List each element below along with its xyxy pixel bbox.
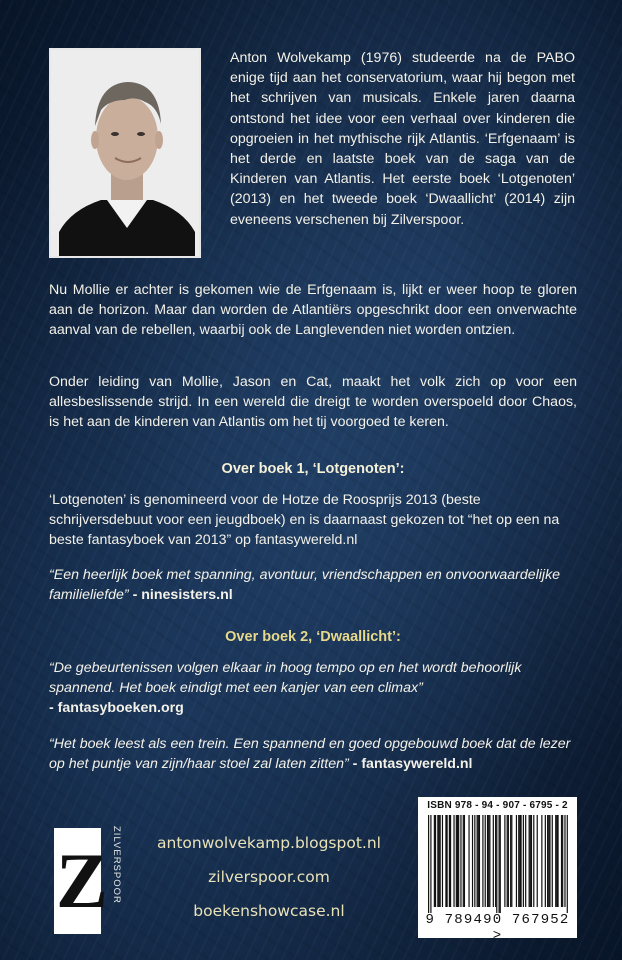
barcode-bar (555, 815, 556, 907)
barcode-bar (457, 815, 458, 907)
barcode-bar (499, 815, 500, 913)
barcode-bar (445, 815, 446, 907)
book1-quote-text: “Een heerlijk boek met spanning, avontuur, vriendschappen en onvoorwaardelijke familieliefde” (49, 567, 561, 604)
barcode-bar (488, 815, 489, 907)
publisher-name: ZILVERSPOOR (111, 826, 122, 904)
barcode-bar (564, 815, 565, 907)
blurb-paragraph-2: Onder leiding van Mollie, Jason en Cat, maakt het volk zich op voor een allesbeslissende strijd. In een wereld die dreigt te worden overspoeld door Chaos, is het aan de kinderen van Atlantis om het tij voorgoed te keren. (49, 374, 577, 431)
barcode-bar (545, 815, 546, 907)
barcode-bar (547, 815, 548, 907)
barcode-bar (479, 815, 480, 907)
book2-heading: Over boek 2, ‘Dwaallicht’: (225, 629, 401, 645)
book1-description: ‘Lotgenoten’ is genomineerd voor de Hotze de Roosprijs 2013 (beste schrijversdebuut voor een jeugdboek) en is daarnaast gekozen tot “het op een na beste fantasyboek van 2013” op fantasywereld.nl (49, 492, 560, 549)
barcode-bar (504, 815, 505, 907)
barcode-bar (508, 815, 509, 907)
barcode-bar (567, 815, 568, 913)
author-bio: Anton Wolvekamp (1976) studeerde na de PABO enige tijd aan het conservatorium, waar hij begon met het schrijven van musicals. Enkele jaren daarna ontstond het idee voor een verhaal over kinderen die opgroeien in het mythische rijk Atlantis. ‘Erfgenaam’ is het derde en laatste boek van de saga van de Kinderen van Atlantis. Het eerste boek ‘Lotgenoten’ (2013) en het tweede boek ‘Dwaallicht’ (2014) zijn eveneens verschenen bij Zilverspoor. (230, 50, 575, 228)
barcode-digits: 9 789490 767952 > (425, 912, 570, 944)
author-portrait-image (51, 50, 201, 258)
barcode-bar (520, 815, 521, 907)
barcode-bars (428, 815, 569, 913)
barcode-bar (463, 815, 464, 907)
barcode-bar (533, 815, 534, 907)
barcode-bar (507, 815, 508, 907)
barcode-bar (446, 815, 447, 907)
barcode-bar (464, 815, 465, 907)
isbn-barcode (418, 797, 577, 944)
book2-quote1-text: “De gebeurtenissen volgen elkaar in hoog tempo op en het wordt behoorlijk spannend. Het boek eindigt met een kanjer van een climax” (49, 660, 522, 697)
barcode-bar (460, 815, 461, 907)
barcode-bar (557, 815, 558, 907)
barcode-bar (450, 815, 451, 907)
book1-review-quote (49, 565, 577, 605)
book2-quote2-text: “Het boek leest als een trein. Een spannend en goed opgebouwd boek dat de lezer op het puntje van zijn/haar stoel zal laten zitten” (49, 736, 571, 773)
author-photo (49, 48, 201, 258)
barcode-bar (440, 815, 441, 907)
link-boekenshowcase[interactable]: boekenshowcase.nl (193, 902, 345, 920)
book2-quote1-source: - fantasyboeken.org (49, 700, 184, 717)
barcode-bar (519, 815, 520, 907)
barcode-bar (474, 815, 475, 907)
barcode-bar (510, 815, 511, 907)
book2-quote2-source: - fantasywereld.nl (352, 756, 473, 773)
barcode-bar (525, 815, 526, 907)
barcode-bar (489, 815, 490, 907)
barcode-bar (434, 815, 435, 907)
barcode-bar (428, 815, 429, 913)
barcode-bar (437, 815, 438, 907)
barcode-bar (495, 815, 496, 907)
barcode-bar (482, 815, 483, 907)
link-publisher-site[interactable]: zilverspoor.com (208, 868, 330, 886)
barcode-bar (496, 815, 497, 913)
barcode-bar (529, 815, 530, 907)
publisher-logo (54, 828, 109, 934)
barcode-bar (511, 815, 512, 907)
barcode-bar (549, 815, 550, 907)
barcode-bar (485, 815, 486, 907)
barcode-bar (541, 815, 542, 907)
barcode-bar (493, 815, 494, 907)
barcode-bar (562, 815, 563, 907)
barcode-bar (537, 815, 538, 907)
book2-review-quote-1 (49, 658, 577, 719)
barcode-bar (531, 815, 532, 907)
barcode-bar (453, 815, 454, 907)
link-author-blog[interactable]: antonwolvekamp.blogspot.nl (157, 834, 381, 852)
barcode-bar (500, 815, 501, 913)
barcode-bar (523, 815, 524, 907)
barcode-bar (530, 815, 531, 907)
barcode-bar (449, 815, 450, 907)
barcode-bar (472, 815, 473, 907)
barcode-bar (438, 815, 439, 907)
barcode-bar (477, 815, 478, 907)
publisher-logo-letter: Z (56, 837, 109, 924)
barcode-bar (556, 815, 557, 907)
barcode-bar (487, 815, 488, 907)
barcode-bar (561, 815, 562, 907)
barcode-bar (552, 815, 553, 907)
book1-heading: Over boek 1, ‘Lotgenoten’: (221, 461, 405, 477)
barcode-bar (548, 815, 549, 907)
barcode-bar (468, 815, 469, 907)
barcode-bar (516, 815, 517, 907)
barcode-bar (456, 815, 457, 907)
book2-review-quote-2 (49, 734, 577, 774)
barcode-bar (435, 815, 436, 907)
barcode-bar (458, 815, 459, 907)
barcode-bar (478, 815, 479, 907)
isbn-label: ISBN 978 - 94 - 907 - 6795 - 2 (427, 800, 568, 811)
book1-quote-source: - ninesisters.nl (132, 587, 233, 604)
barcode-bar (442, 815, 443, 907)
barcode-bar (518, 815, 519, 907)
website-links (140, 830, 398, 932)
barcode-bar (430, 815, 431, 913)
blurb-paragraph-1: Nu Mollie er achter is gekomen wie de Erfgenaam is, lijkt er weer hoop te gloren aan de horizon. Maar dan worden de Atlantiërs opgeschrikt door een onverwachte aanval van de rebellen, waarbij ook de Langlevenden niet worden ontzien. (49, 282, 577, 339)
